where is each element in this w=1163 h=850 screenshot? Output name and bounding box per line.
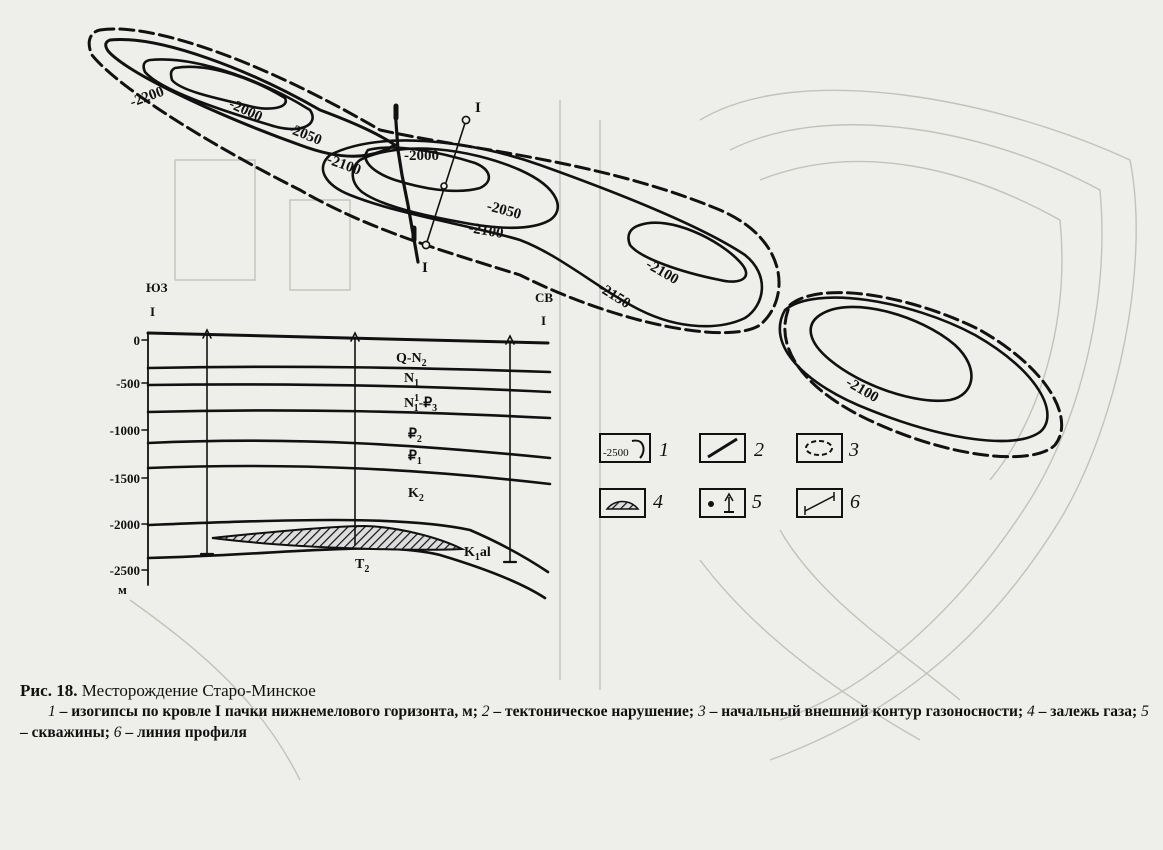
strat-k1al: $K_1al$ <box>464 545 491 563</box>
strat-n1: $N_1$ <box>404 371 420 389</box>
dir-ne: СВ <box>535 290 554 305</box>
profile-well-mid <box>441 183 447 189</box>
caption-text-5: – скважины; <box>20 724 114 741</box>
label-2150: -2150 <box>594 279 634 312</box>
profile-label-top: I <box>475 100 481 116</box>
isohypse-2050-west <box>144 59 313 129</box>
label-2100-main: -2100 <box>467 220 505 243</box>
figure-title: Месторождение Старо-Минское <box>81 681 316 700</box>
tick-500: -500 <box>116 376 140 391</box>
gas-contour-east <box>785 293 1062 457</box>
gas-contour-icon <box>806 441 832 455</box>
legend-item-6 <box>797 489 860 517</box>
strat-q-n2: $Q-N_2$ <box>396 351 427 369</box>
caption-title-row <box>20 680 1150 701</box>
label-2050-west: -2050 <box>285 120 324 149</box>
label-2200: -2200 <box>127 83 167 111</box>
label-2100-center: -2100 <box>643 256 682 288</box>
caption-num-1: 1 <box>48 703 56 720</box>
legend-item-4 <box>600 489 663 517</box>
label-2000-west: -2000 <box>226 96 265 126</box>
legend-item-5 <box>700 489 762 517</box>
profile-well-bottom <box>422 241 429 248</box>
caption-num-5: 5 <box>1141 703 1149 720</box>
isohypse-2100-center <box>628 223 746 282</box>
label-2100-east: -2100 <box>843 374 882 406</box>
dir-sw: ЮЗ <box>146 280 168 295</box>
gas-contour-west <box>89 29 779 333</box>
boundary-q-n1 <box>148 367 550 372</box>
strat-p2: $₽_2$ <box>408 427 422 445</box>
profile-i-left: I <box>150 304 156 319</box>
caption-text-1: – изогипсы по кровле I пачки нижнемелового горизонта, м; <box>55 703 482 720</box>
legend-number-1: 1 <box>659 439 669 461</box>
gas-deposit-icon <box>607 502 638 510</box>
isohypse-2000-west <box>171 67 286 109</box>
profile-label-bottom: I <box>422 260 428 276</box>
strat-k2: $K_2$ <box>408 486 424 504</box>
contour-labels <box>128 84 881 406</box>
surface-line <box>148 333 548 343</box>
caption-num-6: 6 <box>113 724 122 741</box>
caption-text-2: – тектоническое нарушение; <box>489 703 698 720</box>
profile-line-icon <box>805 492 834 515</box>
caption-text-6: – линия профиля <box>121 724 247 741</box>
boundary-p1-k2 <box>148 466 550 484</box>
caption-text-4: – залежь газа; <box>1034 703 1142 720</box>
caption-num-2: 2 <box>481 703 490 720</box>
tick-2500: -2500 <box>109 563 140 578</box>
label-2050-main: -2050 <box>484 198 523 223</box>
tick-2000: -2000 <box>109 517 140 532</box>
boundary-n1-n1p3 <box>148 384 550 392</box>
strat-t2: $T_2$ <box>355 557 370 575</box>
caption-num-3: 3 <box>697 703 706 720</box>
legend-number-3: 3 <box>849 439 859 461</box>
label-2100-west: -2100 <box>324 151 363 179</box>
caption-legend-text <box>20 701 1150 743</box>
caption-num-4: 4 <box>1027 703 1035 720</box>
legend-number-2: 2 <box>754 439 764 461</box>
well-icon <box>709 494 735 512</box>
legend-number-5: 5 <box>752 491 762 513</box>
figure-label: Рис. 18. <box>20 681 78 700</box>
figure-caption <box>20 680 1150 743</box>
tick-1000: -1000 <box>109 423 140 438</box>
tick-0: 0 <box>133 333 140 348</box>
legend-item-1 <box>600 434 669 462</box>
legend <box>600 434 860 517</box>
fault-icon <box>708 439 737 457</box>
gas-deposit <box>212 526 462 550</box>
boundary-n1p3-p2 <box>148 410 550 418</box>
depth-unit: м <box>118 582 127 597</box>
legend-number-6: 6 <box>850 491 860 513</box>
legend-item-3 <box>797 434 859 462</box>
label-2000-main: -2000 <box>404 148 439 164</box>
structure-map <box>89 29 1061 457</box>
tick-1500: -1500 <box>109 471 140 486</box>
legend-item-2 <box>700 434 764 462</box>
profile-i-right: I <box>541 313 547 328</box>
isohypse-icon: -2500 <box>603 447 629 459</box>
strat-p1: $₽_1$ <box>408 449 422 467</box>
boundary-p2-p1 <box>148 441 550 458</box>
legend-number-4: 4 <box>653 491 663 513</box>
strat-n1-p3: $N^1$ $1-₽_3$ <box>404 393 438 414</box>
profile-well-top <box>462 116 469 123</box>
caption-text-3: – начальный внешний контур газоносности; <box>705 703 1027 720</box>
